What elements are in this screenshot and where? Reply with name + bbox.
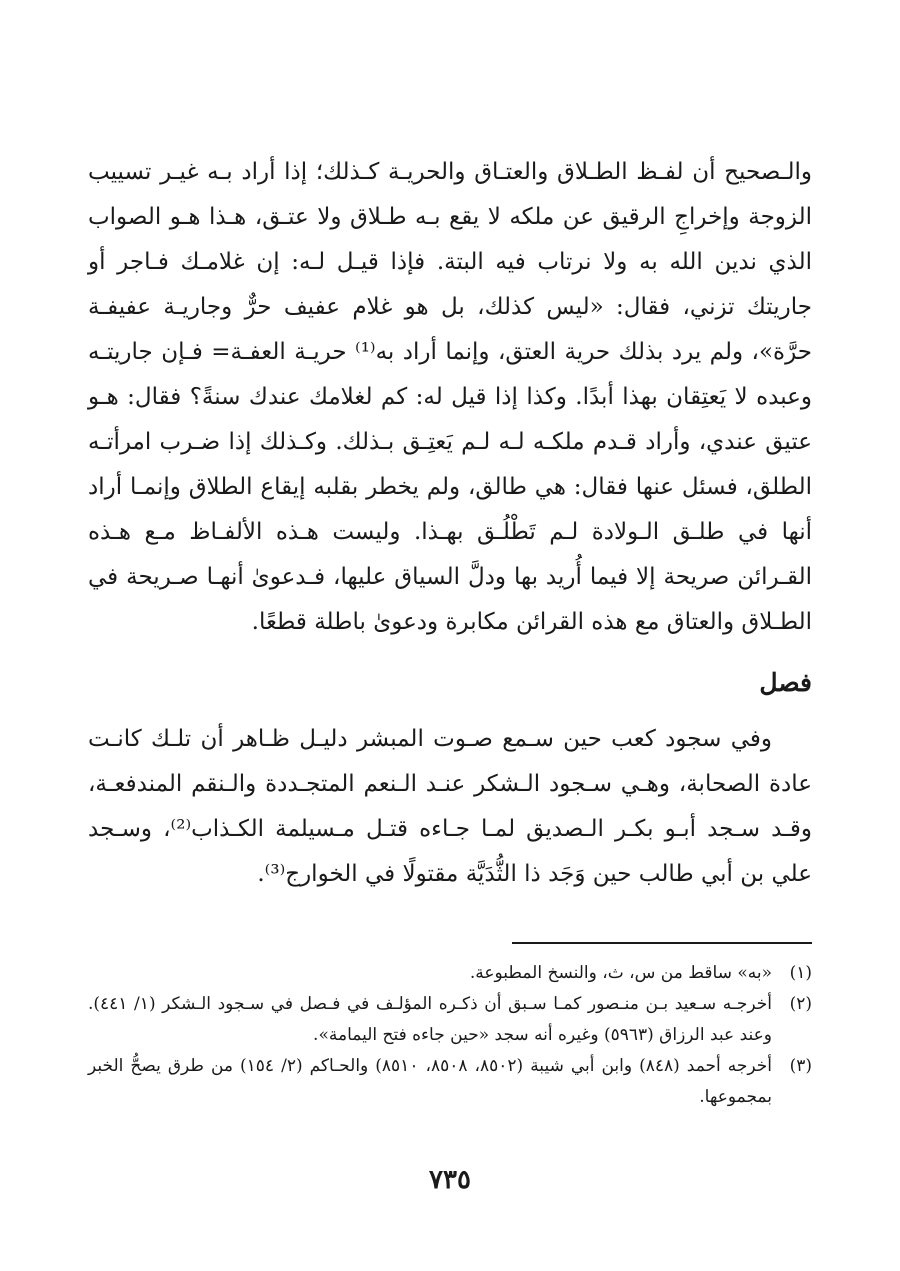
footnote-number: (٣) xyxy=(789,1056,812,1076)
footnote-text: «به» ساقط من س، ث، والنسخ المطبوعة. xyxy=(469,963,772,983)
footnote-number: (١) xyxy=(789,963,812,983)
main-text-block xyxy=(88,150,812,897)
footnote-number: (٢) xyxy=(789,994,812,1014)
footnote-text: أخرجـه سـعيد بـن منـصور كمـا سـبق أن ذكـره المؤلـف في فـصل في سـجود الـشكر (١/ ٤٤١). وعند عبد الرزاق (٥٩٦٣) وغيره أنه سجد «حين جاءه فتح اليمامة». xyxy=(88,994,772,1045)
footnote-text: أخرجه أحمد (٨٤٨) وابن أبي شيبة (٨٥٠٢، ٨٥٠٨، ٨٥١٠) والحـاكم (٢/ ١٥٤) من طرق يصحُّ الخبر بمجموعها. xyxy=(88,1056,773,1107)
footnotes-list xyxy=(88,958,812,1113)
footnote-item xyxy=(88,989,812,1051)
body-paragraph-2: وفي سجود كعب حين سـمع صـوت المبشر دليـل ظـاهر أن تلـك كانـت عادة الصحابة، وهـي سـجود الـشكر عنـد الـنعم المتجـددة والـنقم المندفعـة، وقـد سـجد أبـو بكـر الـصديق لمـا جـاءه قتـل مـسيلمة الكـذاب⁽²⁾، وسـجد علي بن أبي طالب حين وَجَد ذا الثُّدَيَّة مقتولًا في الخوارج⁽³⁾. xyxy=(88,726,813,887)
body-paragraph-1: والـصحيح أن لفـظ الطـلاق والعتـاق والحريـة كـذلك؛ إذا أراد بـه غيـر تسييب الزوجة وإخراجِ الرقيق عن ملكه لا يقع بـه طـلاق ولا عتـق، هـذا هـو الصواب الذي ندين الله به ولا نرتاب فيه البتة. فإذا قيـل لـه: إن غلامـك فـاجر أو جاريتك تزني، فقال: «ليس كذلك، بل هو غلام عفيف حرٌّ وجاريـة عفيفـة حرَّة»، ولم يرد بذلك حرية العتق، وإنما أراد به⁽¹⁾ حريـة العفـة= فـإن جاريتـه وعبده لا يَعتِقان بهذا أبدًا. وكذا إذا قيل له: كم لغلامك عندك سنةً؟ فقال: هـو عتيق عندي، وأراد قـدم ملكـه لـه لـم يَعتِـق بـذلك. وكـذلك إذا ضـرب امرأتـه الطلق، فسئل عنها فقال: هي طالق، ولم يخطر بقلبه إيقاع الطلاق وإنمـا أراد أنها في طلـق الـولادة لـم تَطْلُـق بهـذا. وليست هـذه الألفـاظ مـع هـذه القـرائن صريحة إلا فيما أُريد بها ودلَّ السياق عليها، فـدعوىٰ أنهـا صـريحة في الطـلاق والعتاق مع هذه القرائن مكابرة ودعوىٰ باطلة قطعًا. xyxy=(88,159,812,635)
footnote-separator xyxy=(512,942,812,944)
section-heading: فصل xyxy=(759,668,812,697)
footnote-item xyxy=(88,1051,812,1113)
page-number: ٧٣٥ xyxy=(429,1165,471,1195)
footnote-item xyxy=(88,958,812,989)
